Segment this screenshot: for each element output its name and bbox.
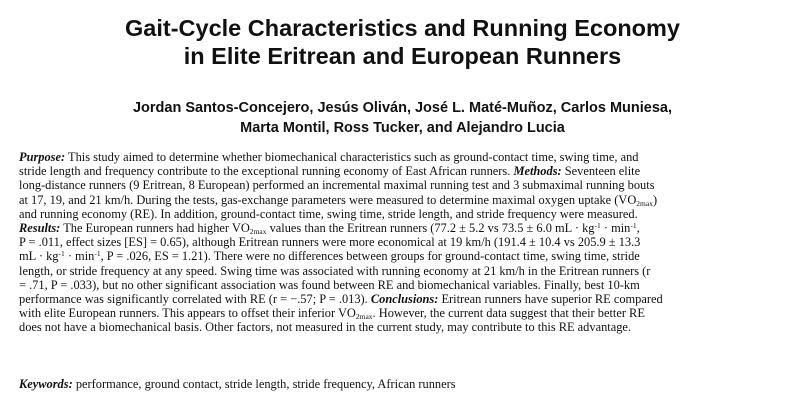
abstract-line	[19, 221, 789, 235]
paper-title	[40, 14, 765, 70]
abstract-line	[19, 178, 789, 192]
abstract-text: )	[652, 192, 658, 207]
title-line-2: in Elite Eritrean and European Runners	[183, 43, 622, 69]
abstract-line	[19, 193, 789, 207]
conclusions-label: Conclusions:	[370, 291, 439, 306]
superscript: -1	[58, 249, 65, 259]
abstract-text: P = .011, effect sizes [ES] = 0.65), although Eritrean runners were more economical at 19 km/h (191.4 ± 10.4 vs 205.9 ± 13.3	[19, 235, 641, 250]
abstract-text: , P = .026, ES = 1.21). There were no differences between groups for ground-contact time, swing time, stride	[100, 249, 640, 264]
abstract-line	[19, 164, 789, 178]
abstract-line	[19, 320, 789, 334]
methods-label: Methods:	[513, 164, 562, 179]
abstract-text: stride length and frequency contribute to the exceptional running economy of East African runners.	[19, 164, 511, 179]
authors-line-2: Marta Montil, Ross Tucker, and Alejandro Lucia	[240, 120, 565, 136]
keywords-text: performance, ground contact, stride length, stride frequency, African runners	[75, 377, 456, 391]
purpose-label: Purpose:	[19, 150, 66, 164]
superscript: -1	[594, 220, 601, 230]
abstract-text: at 17, 19, and 21 km/h. During the tests, gas-exchange parameters were measured to determine maximal oxygen uptake (VO	[19, 192, 637, 207]
abstract	[19, 150, 789, 334]
abstract-line	[19, 306, 789, 320]
abstract-text: and running economy (RE). In addition, ground-contact time, swing time, stride length, and stride frequency were measured.	[19, 206, 638, 221]
abstract-line	[19, 249, 789, 263]
abstract-text: This study aimed to determine whether biomechanical characteristics such as ground-contact time, swing time, and	[68, 150, 639, 164]
abstract-line	[19, 207, 789, 221]
abstract-text: · min	[67, 249, 95, 264]
results-label: Results:	[19, 220, 61, 235]
superscript: -1	[630, 220, 637, 230]
superscript: -1	[94, 249, 101, 259]
title-line-1: Gait-Cycle Characteristics and Running Economy	[125, 15, 680, 41]
abstract-text: performance was significantly correlated with RE (r = −.57; P = .013).	[19, 291, 368, 306]
abstract-text: length, or stride frequency at any speed. Swing time was associated with running economy at 21 km/h in the Eritrean runners (r	[19, 263, 651, 278]
keywords-label: Keywords:	[19, 377, 73, 391]
abstract-line	[19, 235, 789, 249]
subscript: 2max	[249, 226, 267, 236]
abstract-text: mL · kg	[19, 249, 59, 264]
abstract-line	[19, 292, 789, 306]
abstract-text: ,	[636, 220, 640, 235]
abstract-text: with elite European runners. This appears to offset their inferior VO	[19, 306, 356, 321]
abstract-text: Seventeen elite	[564, 164, 641, 179]
abstract-text: = .71, P = .033), but no other significant association was found between RE and biomechanical variables. Finally, best 10-km	[19, 277, 640, 292]
author-list	[40, 98, 765, 138]
subscript: 2max	[355, 312, 373, 322]
keywords	[19, 377, 789, 391]
subscript: 2max	[636, 198, 653, 208]
abstract-text: does not have a biomechanical basis. Other factors, not measured in the current study, may contribute to this RE advantage.	[19, 320, 632, 335]
abstract-text: Eritrean runners have superior RE compared	[441, 291, 663, 306]
abstract-line	[19, 150, 789, 164]
abstract-text: · min	[603, 220, 631, 235]
abstract-line	[19, 264, 789, 278]
abstract-text: . However, the current data suggest that their better RE	[372, 306, 645, 321]
abstract-line	[19, 278, 789, 292]
abstract-text: The European runners had higher VO	[63, 220, 250, 235]
abstract-text: long-distance runners (9 Eritrean, 8 European) performed an incremental maximal running test and 3 submaximal running bouts	[19, 178, 655, 193]
authors-line-1: Jordan Santos-Concejero, Jesús Oliván, José L. Maté-Muñoz, Carlos Muniesa,	[132, 100, 673, 116]
abstract-text: values than the Eritrean runners (77.2 ± 5.2 vs 73.5 ± 6.0 mL · kg	[269, 220, 595, 235]
